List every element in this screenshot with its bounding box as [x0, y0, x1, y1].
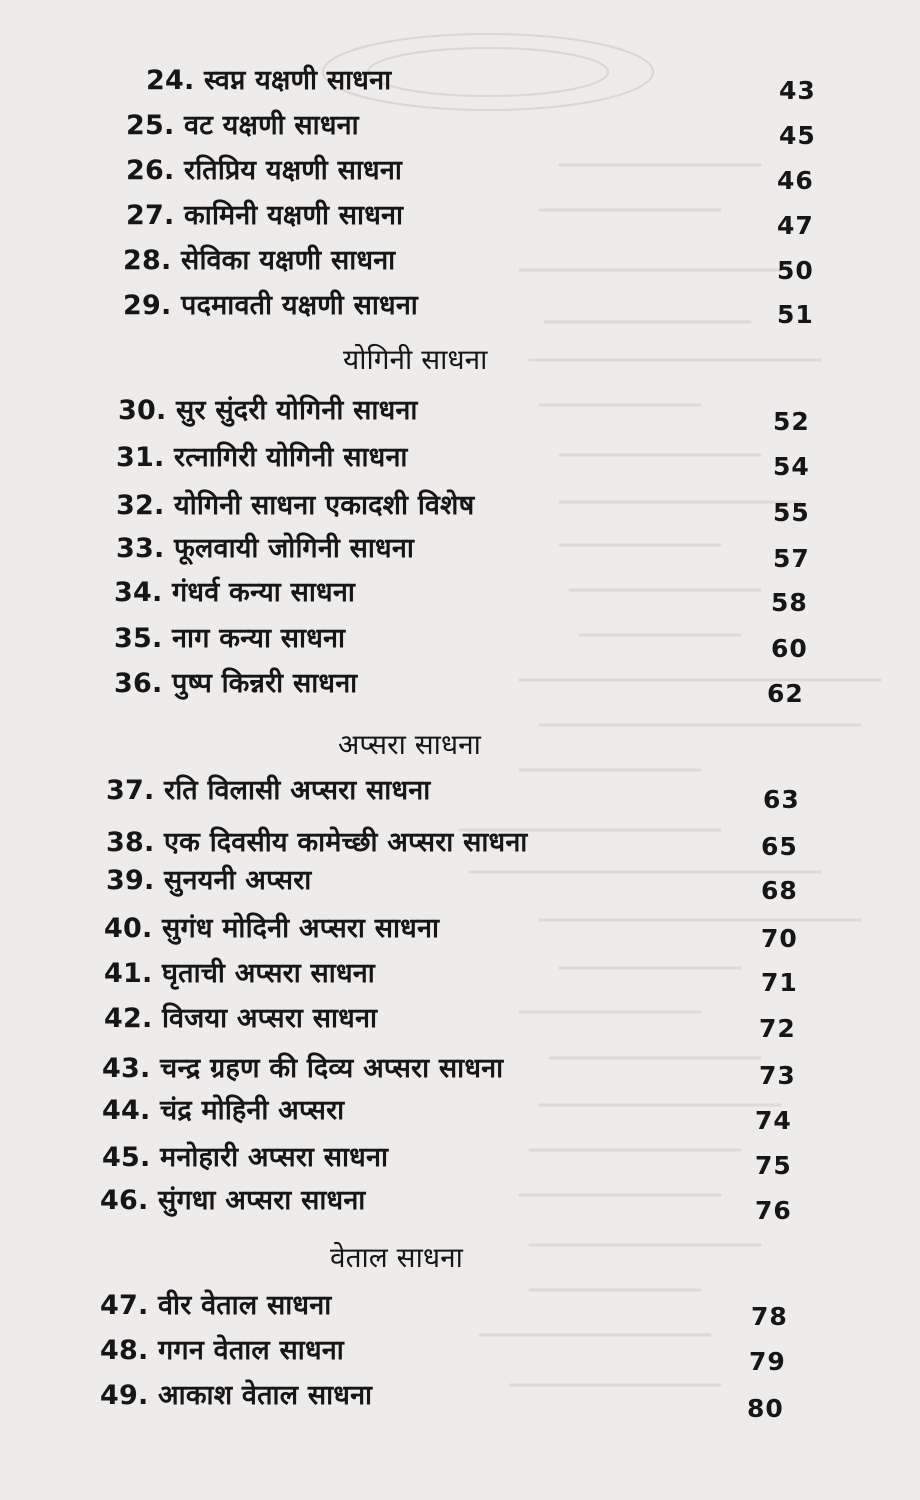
- toc-entry-page-number: 51: [777, 300, 814, 329]
- toc-entry-page-number: 80: [747, 1394, 784, 1423]
- toc-entry-page-number: 78: [751, 1302, 788, 1331]
- toc-entry-title: 49. आकाश वेताल साधना: [100, 1380, 373, 1411]
- toc-entry-title: 41. घृताची अप्सरा साधना: [104, 958, 375, 989]
- toc-entry-title: 30. सुर सुंदरी योगिनी साधना: [118, 395, 418, 426]
- toc-entry-page-number: 58: [771, 588, 808, 617]
- toc-entry-title: 44. चंद्र मोहिनी अप्सरा: [102, 1095, 345, 1126]
- toc-entry-title: 29. पदमावती यक्षणी साधना: [123, 290, 418, 321]
- toc-entry-page-number: 70: [761, 924, 798, 953]
- section-heading: योगिनी साधना: [343, 343, 488, 376]
- toc-entry-page-number: 45: [779, 121, 816, 150]
- toc-entry-title: 35. नाग कन्या साधना: [114, 623, 346, 654]
- toc-entry-title: 38. एक दिवसीय कामेच्छी अप्सरा साधना: [106, 827, 528, 858]
- toc-entry-page-number: 73: [759, 1061, 796, 1090]
- toc-entry-page-number: 60: [771, 634, 808, 663]
- toc-entry-title: 31. रत्नागिरी योगिनी साधना: [116, 442, 408, 473]
- toc-entry-page-number: 63: [763, 785, 800, 814]
- toc-entry-page-number: 75: [755, 1151, 792, 1180]
- toc-entry-title: 34. गंधर्व कन्या साधना: [114, 577, 356, 608]
- toc-entry-title: 25. वट यक्षणी साधना: [126, 110, 359, 141]
- toc-entry-page-number: 62: [767, 679, 804, 708]
- toc-entry-page-number: 74: [755, 1106, 792, 1135]
- section-heading: वेताल साधना: [330, 1241, 463, 1274]
- toc-entry-page-number: 68: [761, 876, 798, 905]
- toc-entry-page-number: 76: [755, 1196, 792, 1225]
- toc-entry-title: 45. मनोहारी अप्सरा साधना: [102, 1142, 389, 1173]
- toc-entry-title: 39. सुनयनी अप्सरा: [106, 865, 312, 896]
- toc-entry-title: 46. सुंगधा अप्सरा साधना: [100, 1185, 366, 1216]
- toc-entry-page-number: 43: [779, 76, 816, 105]
- toc-entry-page-number: 50: [777, 256, 814, 285]
- toc-entry-title: 28. सेविका यक्षणी साधना: [123, 245, 396, 276]
- toc-entry-page-number: 52: [773, 407, 810, 436]
- toc-entry-title: 24. स्वप्न यक्षणी साधना: [146, 65, 392, 96]
- toc-entry-title: 27. कामिनी यक्षणी साधना: [126, 200, 404, 231]
- toc-entry-title: 40. सुगंध मोदिनी अप्सरा साधना: [104, 913, 440, 944]
- toc-entry-page-number: 72: [759, 1014, 796, 1043]
- toc-entry-page-number: 57: [773, 544, 810, 573]
- toc-entry-title: 36. पुष्प किन्नरी साधना: [114, 668, 358, 699]
- toc-entry-page-number: 79: [749, 1347, 786, 1376]
- section-heading: अप्सरा साधना: [338, 728, 481, 761]
- toc-entry-title: 32. योगिनी साधना एकादशी विशेष: [116, 490, 475, 521]
- toc-entry-title: 26. रतिप्रिय यक्षणी साधना: [126, 155, 403, 186]
- toc-entry-page-number: 46: [777, 166, 814, 195]
- toc-entry-page-number: 54: [773, 452, 810, 481]
- toc-entry-title: 47. वीर वेताल साधना: [100, 1290, 332, 1321]
- toc-entry-page-number: 47: [777, 211, 814, 240]
- toc-entry-title: 43. चन्द्र ग्रहण की दिव्य अप्सरा साधना: [102, 1053, 504, 1084]
- toc-entry-page-number: 55: [773, 498, 810, 527]
- toc-entry-page-number: 65: [761, 832, 798, 861]
- toc-entry-title: 48. गगन वेताल साधना: [100, 1335, 344, 1366]
- toc-entry-title: 37. रति विलासी अप्सरा साधना: [106, 775, 431, 806]
- toc-entry-title: 33. फूलवायी जोगिनी साधना: [116, 533, 415, 564]
- toc-entry-page-number: 71: [761, 968, 798, 997]
- toc-entry-title: 42. विजया अप्सरा साधना: [104, 1003, 378, 1034]
